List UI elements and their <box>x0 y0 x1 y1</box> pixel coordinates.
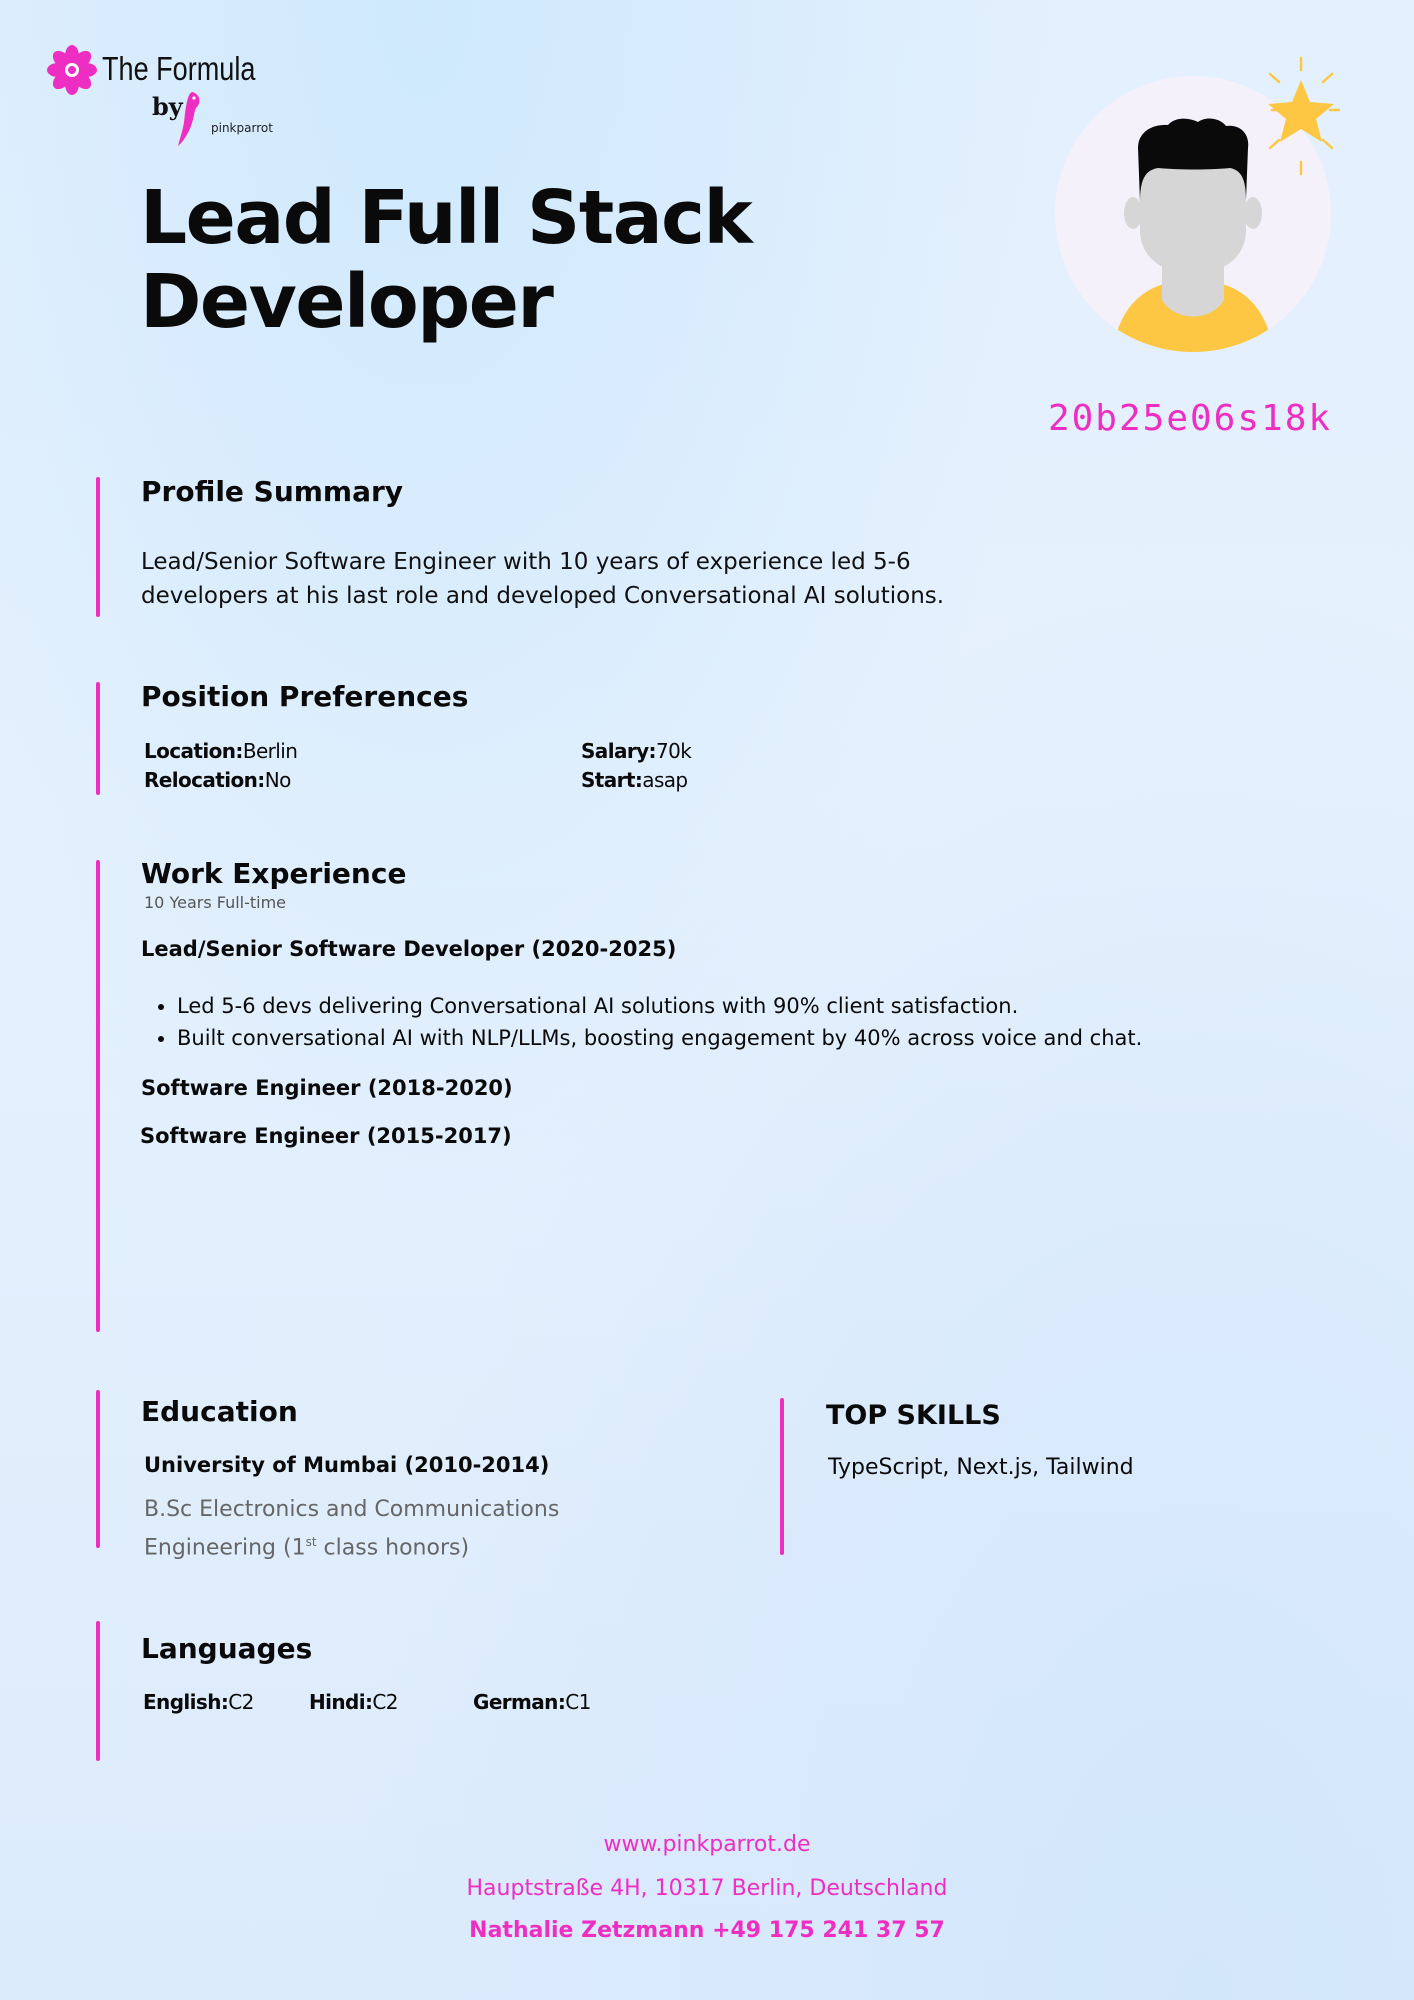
list-item: • Led 5-6 devs delivering Conversational AI solutions with 90% client satisfaction. <box>177 990 1357 1022</box>
work-experience-subtitle: 10 Years Full-time <box>144 893 287 912</box>
parrot-icon <box>174 90 204 148</box>
language-label: English: <box>143 1690 229 1714</box>
position-preferences-title: Position Preferences <box>141 680 469 713</box>
pref-start <box>581 768 688 792</box>
language-item <box>473 1690 591 1714</box>
job-title: Software Engineer (2018-2020) <box>141 1076 513 1100</box>
page-title-line2: Developer <box>140 259 553 345</box>
language-item <box>309 1690 398 1714</box>
logo-by: by <box>152 92 183 121</box>
section-divider <box>96 860 100 1332</box>
profile-summary-title: Profile Summary <box>141 475 404 508</box>
page-title-line1: Lead Full Stack <box>140 175 752 261</box>
language-label: German: <box>473 1690 566 1714</box>
language-level: C1 <box>565 1690 591 1714</box>
education-degree-line2-pre: Engineering (1 <box>144 1535 306 1561</box>
avatar <box>1040 52 1340 382</box>
pref-location-value: Berlin <box>242 739 298 763</box>
pref-salary-label: Salary: <box>581 739 656 763</box>
job-title: Lead/Senior Software Developer (2020-2025) <box>141 937 677 961</box>
education-degree-line1: B.Sc Electronics and Communications <box>144 1497 560 1522</box>
logo-title: The Formula <box>102 50 256 87</box>
section-divider <box>780 1398 784 1555</box>
section-divider <box>96 1621 100 1761</box>
pref-salary <box>581 739 691 763</box>
footer-contact: Nathalie Zetzmann +49 175 241 37 57 <box>469 1918 945 1943</box>
pref-start-value: asap <box>642 768 688 792</box>
section-divider <box>96 477 100 617</box>
flower-icon <box>46 44 98 96</box>
job-title: Software Engineer (2015-2017) <box>140 1124 512 1148</box>
pref-location-label: Location: <box>144 739 243 763</box>
pref-relocation-value: No <box>264 768 291 792</box>
language-item <box>143 1690 254 1714</box>
education-degree-sup: st <box>305 1535 317 1549</box>
page-title <box>140 176 840 344</box>
job-bullets <box>141 990 1357 1054</box>
language-level: C2 <box>228 1690 254 1714</box>
languages-title: Languages <box>141 1632 313 1665</box>
top-skills-title: TOP SKILLS <box>826 1400 1001 1431</box>
candidate-id: 20b25e06s18k <box>1047 398 1333 439</box>
section-divider <box>96 682 100 795</box>
pref-relocation-label: Relocation: <box>144 768 265 792</box>
pref-location <box>144 739 297 763</box>
logo-brand: pinkparrot <box>211 121 273 135</box>
footer-website[interactable]: www.pinkparrot.de <box>603 1832 811 1857</box>
pref-salary-value: 70k <box>655 739 692 763</box>
work-experience-title: Work Experience <box>141 857 407 890</box>
profile-summary-text: Lead/Senior Software Engineer with 10 years of experience led 5-6 developers at his last role and developed Conversational AI solutions. <box>141 549 945 609</box>
top-skills-text: TypeScript, Next.js, Tailwind <box>828 1455 1134 1480</box>
brand-logo <box>46 44 286 154</box>
list-item: • Built conversational AI with NLP/LLMs, boosting engagement by 40% across voice and chat. <box>177 1022 1357 1054</box>
pref-relocation <box>144 768 291 792</box>
language-label: Hindi: <box>309 1690 373 1714</box>
education-degree <box>144 1494 559 1564</box>
education-degree-line2-post: class honors) <box>316 1535 470 1561</box>
language-level: C2 <box>372 1690 398 1714</box>
footer-address: Hauptstraße 4H, 10317 Berlin, Deutschland <box>466 1876 948 1901</box>
pref-start-label: Start: <box>581 768 643 792</box>
education-title: Education <box>141 1395 298 1428</box>
education-school: University of Mumbai (2010-2014) <box>144 1453 550 1477</box>
section-divider <box>96 1390 100 1548</box>
